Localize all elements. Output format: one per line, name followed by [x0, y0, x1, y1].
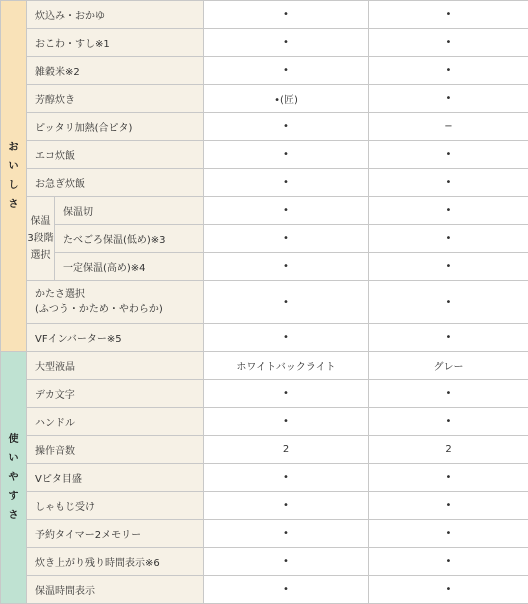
table-row	[1, 169, 528, 197]
row-label: 保温時間表示	[27, 576, 204, 604]
cell-value: •	[369, 380, 528, 408]
table-row	[1, 281, 528, 324]
cell-value: •	[369, 57, 528, 85]
table-row	[1, 141, 528, 169]
cell-value: •	[369, 408, 528, 436]
cell-value: •	[204, 520, 369, 548]
cell-value: •	[369, 253, 528, 281]
cell-value: •	[204, 113, 369, 141]
table-row	[1, 85, 528, 113]
table-row	[1, 548, 528, 576]
section-label-usability: 使 い や す さ	[1, 352, 27, 604]
cell-value: •	[369, 548, 528, 576]
cell-value: •	[204, 492, 369, 520]
row-label: 雑穀米※2	[27, 57, 204, 85]
table-row	[1, 408, 528, 436]
row-label: たべごろ保温(低め)※3	[55, 225, 204, 253]
table-row	[1, 352, 528, 380]
row-label: 大型液晶	[27, 352, 204, 380]
table-row	[1, 113, 528, 141]
row-label: しゃもじ受け	[27, 492, 204, 520]
cell-value: •	[369, 576, 528, 604]
table-row	[1, 253, 528, 281]
cell-value: •	[204, 141, 369, 169]
keep-warm-group-label: 保温 3段階 選択	[27, 197, 55, 281]
table-row	[1, 576, 528, 604]
cell-value: 2	[204, 436, 369, 464]
cell-value: •	[369, 464, 528, 492]
cell-value: •	[204, 281, 369, 324]
table-row	[1, 57, 528, 85]
table-row	[1, 492, 528, 520]
table-row	[1, 225, 528, 253]
cell-value: •	[369, 29, 528, 57]
table-row	[1, 436, 528, 464]
cell-value: •	[369, 520, 528, 548]
row-label: 予約タイマー2メモリー	[27, 520, 204, 548]
cell-value: グレー	[369, 352, 528, 380]
cell-value: ホワイトバックライト	[204, 352, 369, 380]
row-label: 操作音数	[27, 436, 204, 464]
cell-value: •	[369, 324, 528, 352]
cell-value: 2	[369, 436, 528, 464]
row-label: Vピタ目盛	[27, 464, 204, 492]
row-label: 炊込み・おかゆ	[27, 1, 204, 29]
cell-value: •	[369, 1, 528, 29]
cell-value: •	[204, 548, 369, 576]
cell-value: •	[369, 141, 528, 169]
cell-value: •	[369, 197, 528, 225]
table-row	[1, 380, 528, 408]
cell-value: •	[204, 380, 369, 408]
row-label: デカ文字	[27, 380, 204, 408]
table-row	[1, 29, 528, 57]
cell-value: •	[204, 576, 369, 604]
row-label: 一定保温(高め)※4	[55, 253, 204, 281]
cell-value: •	[204, 197, 369, 225]
row-label: ハンドル	[27, 408, 204, 436]
table-row	[1, 464, 528, 492]
row-label: 炊き上がり残り時間表示※6	[27, 548, 204, 576]
row-label: エコ炊飯	[27, 141, 204, 169]
row-label: VFインバーター※5	[27, 324, 204, 352]
row-label: かたさ選択 (ふつう・かため・やわらか)	[27, 281, 204, 324]
table-row	[1, 197, 528, 225]
cell-value: •	[204, 253, 369, 281]
table-row	[1, 324, 528, 352]
table-row	[1, 1, 528, 29]
cell-value: −	[369, 113, 528, 141]
section-label-taste: お い し さ	[1, 1, 27, 352]
cell-value: •	[204, 169, 369, 197]
table-row	[1, 520, 528, 548]
cell-value: •(匠)	[204, 85, 369, 113]
row-label: 保温切	[55, 197, 204, 225]
row-label: 芳醇炊き	[27, 85, 204, 113]
cell-value: •	[204, 324, 369, 352]
cell-value: •	[204, 408, 369, 436]
cell-value: •	[369, 169, 528, 197]
cell-value: •	[204, 29, 369, 57]
row-label: おこわ・すし※1	[27, 29, 204, 57]
cell-value: •	[204, 225, 369, 253]
cell-value: •	[204, 57, 369, 85]
cell-value: •	[369, 85, 528, 113]
row-label: ピッタリ加熱(合ピタ)	[27, 113, 204, 141]
cell-value: •	[369, 492, 528, 520]
row-label: お急ぎ炊飯	[27, 169, 204, 197]
cell-value: •	[369, 281, 528, 324]
cell-value: •	[204, 464, 369, 492]
cell-value: •	[369, 225, 528, 253]
cell-value: •	[204, 1, 369, 29]
